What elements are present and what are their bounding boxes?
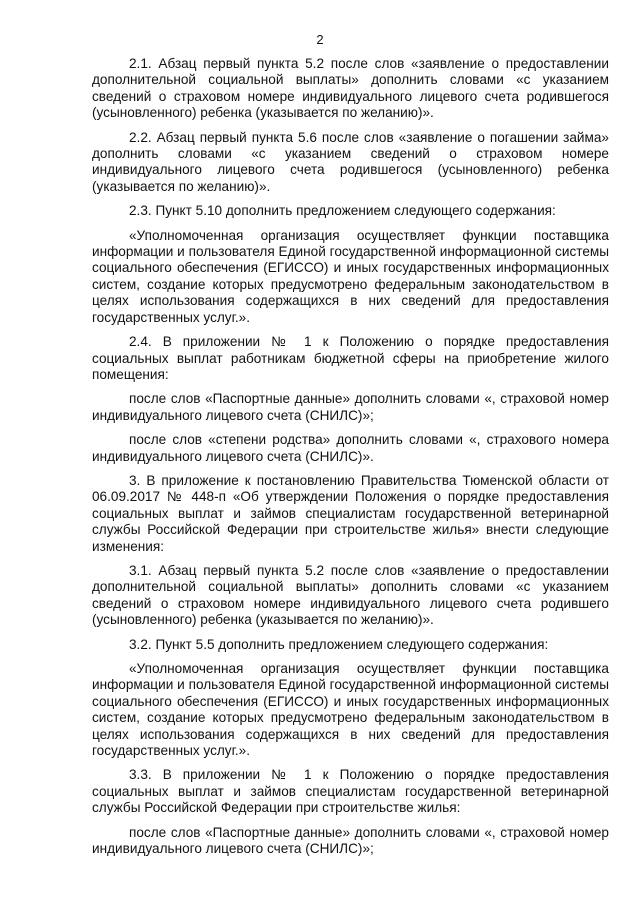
paragraph-3-1: 3.1. Абзац первый пункта 5.2 после слов «заявление о предоставлении дополнительной социальной выплаты» дополнить словами «с указанием сведений о страховом номере индивидуального лицевого счета родившего (усыновленного) ребенка (указывается по желанию)». xyxy=(92,562,609,628)
paragraph-2-1: 2.1. Абзац первый пункта 5.2 после слов «заявление о предоставлении дополнительной социальной выплаты» дополнить словами «с указанием сведений о страховом номере индивидуального лицевого счета родившегося (усыновленного) ребенка (указывается по желанию)». xyxy=(92,56,609,121)
paragraph-3-2: 3.2. Пункт 5.5 дополнить предложением следующего содержания: xyxy=(129,636,549,652)
paragraph-3-2-quote: «Уполномоченная организация осуществляет функции поставщика информации и пользователя Единой государственной информационной системы социального обеспечения (ЕГИССО) и иных государственных информационных систем, создание которых предусмотрено федеральным законодательством в целях использования содержащихся в них сведений для предоставления государственных услуг.». xyxy=(92,661,609,759)
paragraph-2-2: 2.2. Абзац первый пункта 5.6 после слов «заявление о погашении займа» дополнить словами «с указанием сведений о страховом номере индивидуального лицевого счета родившегося (усыновленного) ребенка (указывается по желанию)». xyxy=(92,129,609,194)
page-number: 2 xyxy=(316,32,324,47)
paragraph-2-4-item-1: после слов «Паспортные данные» дополнить словами «, страховой номер индивидуального лицевого счета (СНИЛС)»; xyxy=(92,391,609,423)
paragraph-2-3-quote: «Уполномоченная организация осуществляет функции поставщика информации и пользователя Единой государственной информационной системы социального обеспечения (ЕГИССО) и иных государственных информационных систем, создание которых предусмотрено федеральным законодательством в целях использования содержащихся в них сведений для предоставления государственных услуг.». xyxy=(92,227,609,325)
document-body xyxy=(92,56,609,865)
paragraph-2-3: 2.3. Пункт 5.10 дополнить предложением следующего содержания: xyxy=(129,203,556,219)
paragraph-2-4: 2.4. В приложении № 1 к Положению о порядке предоставления социальных выплат работникам бюджетной сферы на приобретение жилого помещения: xyxy=(92,334,609,382)
paragraph-3-3-item-1: после слов «Паспортные данные» дополнить словами «, страховой номер индивидуального лицевого счета (СНИЛС)»; xyxy=(92,824,609,857)
paragraph-2-4-item-2: после слов «степени родства» дополнить словами «, страхового номера индивидуального лицевого счета (СНИЛС)». xyxy=(92,432,609,464)
paragraph-3: 3. В приложение к постановлению Правительства Тюменской области от 06.09.2017 № 448-п «Об утверждении Положения о порядке предоставления социальных выплат и займов специалистам государственной ветеринарной службы Российской Федерации при строительстве жилья» внести следующие изменения: xyxy=(92,472,609,554)
paragraph-3-3: 3.3. В приложении № 1 к Положению о порядке предоставления социальных выплат и займов специалистам государственной ветеринарной службы Российской Федерации при строительстве жилья: xyxy=(92,767,609,816)
